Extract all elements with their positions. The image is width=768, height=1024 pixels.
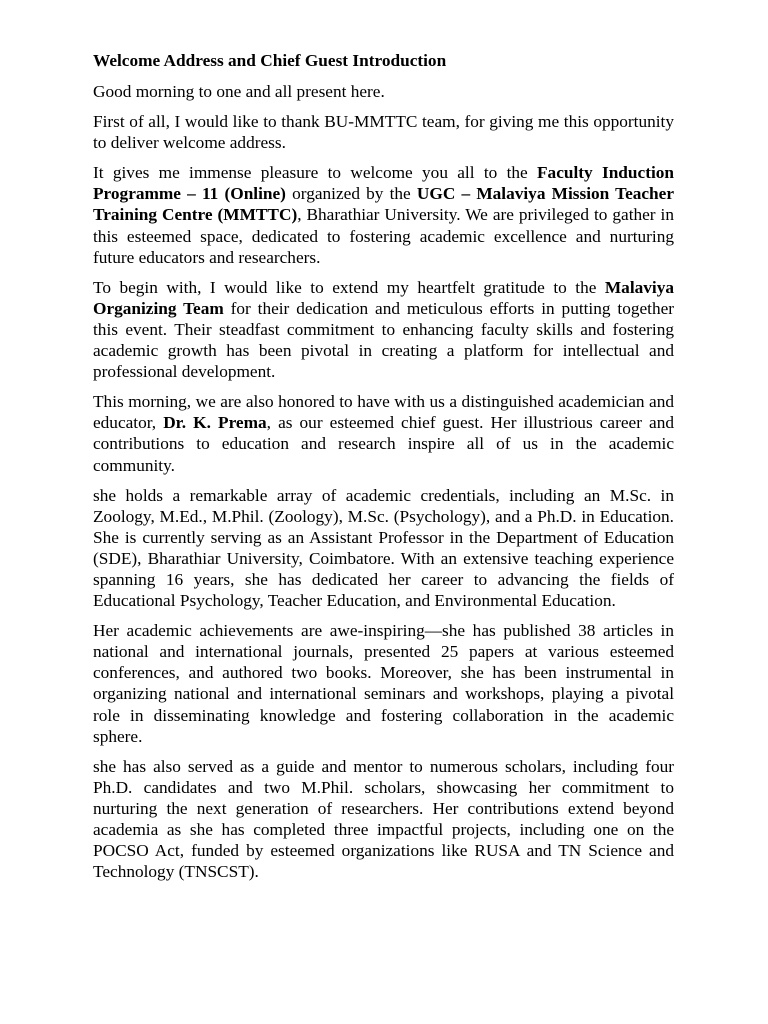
chief-guest-text-1: This morning, we are also honored to have with us a distinguished academician and educator, [93, 392, 674, 433]
organizer-name: UGC – Malaviya Mission Teacher Training Centre (MMTTC) [93, 184, 675, 225]
chief-guest-paragraph [93, 391, 674, 475]
thanks-paragraph: First of all, I would like to thank BU-MMTTC team, for giving me this opportunity to deliver welcome address. [93, 112, 674, 153]
document-page [93, 50, 674, 891]
gratitude-text-1: To begin with, I would like to extend my heartfelt gratitude to the [93, 277, 605, 297]
greeting-paragraph: Good morning to one and all present here. [93, 82, 385, 101]
gratitude-paragraph [93, 277, 674, 382]
gratitude-text-2: for their dedication and meticulous efforts in putting together this event. Their steadfast commitment to enhancing faculty skills and fostering academic growth has been pivotal in creating a platform for intellectual and professional development. [93, 298, 675, 382]
organizing-team-name: Malaviya Organizing Team [93, 277, 674, 318]
programme-name: Faculty Induction Programme – 11 (Online) [93, 163, 675, 204]
welcome-text-2: organized by the [285, 184, 417, 204]
chief-guest-text-2: , as our esteemed chief guest. Her illustrious career and contributions to education and research inspire all of us in the academic community. [93, 413, 674, 475]
achievements-paragraph: Her academic achievements are awe-inspiring—she has published 38 articles in national and international journals, presented 25 papers at various esteemed conferences, and authored two books. Moreover, she has been instrumental in organizing national and international seminars and workshops, playing a pivotal role in disseminating knowledge and fostering collaboration in the academic sphere. [93, 621, 674, 746]
document-title: Welcome Address and Chief Guest Introduction [93, 51, 447, 70]
welcome-paragraph [93, 162, 674, 267]
credentials-paragraph: she holds a remarkable array of academic credentials, including an M.Sc. in Zoology, M.Ed., M.Phil. (Zoology), M.Sc. (Psychology), and a Ph.D. in Education. She is currently serving as an Assistant Professor in the Department of Education (SDE), Bharathiar University, Coimbatore. With an extensive teaching experience spanning 16 years, she has dedicated her career to advancing the fields of Educational Psychology, Teacher Education, and Environmental Education. [93, 485, 674, 611]
mentorship-paragraph: she has also served as a guide and mentor to numerous scholars, including four Ph.D. candidates and two M.Phil. scholars, showcasing her commitment to nurturing the next generation of researchers. Her contributions extend beyond academia as she has completed three impactful projects, including one on the POCSO Act, funded by esteemed organizations like RUSA and TN Science and Technology (TNSCST). [93, 756, 674, 882]
chief-guest-name: Dr. K. Prema [163, 413, 267, 433]
welcome-text-3: , Bharathiar University. We are privileged to gather in this esteemed space, dedicated to fostering academic excellence and nurturing future educators and researchers. [93, 205, 674, 267]
welcome-text-1: It gives me immense pleasure to welcome you all to the [93, 163, 537, 183]
